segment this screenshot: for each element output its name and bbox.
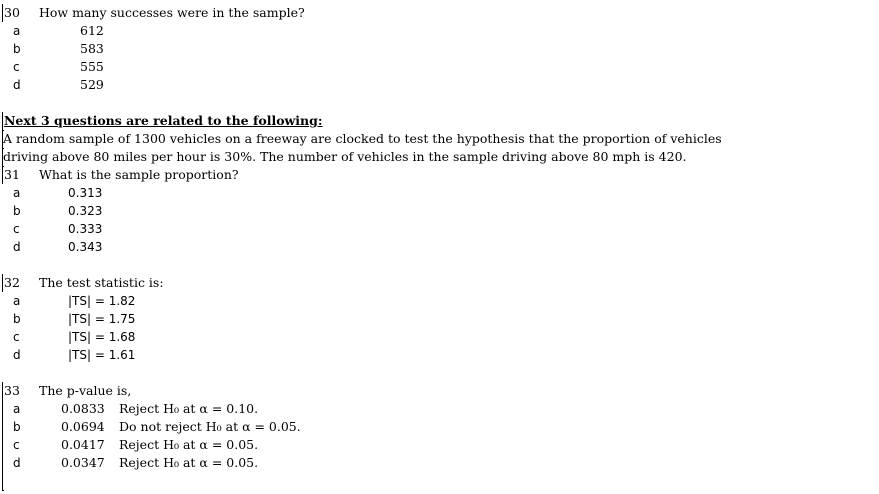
question-text: The p-value is, (39, 383, 132, 398)
option-text: Do not reject H₀ at α = 0.05. (119, 419, 301, 434)
intro-paragraph-line-1: A random sample of 1300 vehicles on a freeway are clocked to test the hypothesis that the proportion of vehicles (3, 131, 722, 146)
option-text: 529 (80, 77, 104, 92)
intro-paragraph-line-2: driving above 80 miles per hour is 30%. The number of vehicles in the sample driving above 80 mph is 420. (3, 149, 687, 164)
option-text: Reject H₀ at α = 0.05. (119, 437, 259, 452)
option-letter: d (13, 78, 21, 92)
question-text: What is the sample proportion? (39, 167, 239, 182)
option-letter: d (13, 456, 21, 470)
option-text: |TS| = 1.75 (68, 312, 136, 326)
p-value: 0.0417 (61, 437, 105, 452)
p-value: 0.0694 (61, 419, 105, 434)
p-value: 0.0833 (61, 401, 105, 416)
option-letter: b (13, 312, 21, 326)
section-heading: Next 3 questions are related to the following: (4, 113, 323, 128)
question-number: 32 (4, 275, 20, 290)
option-letter: c (13, 330, 20, 344)
option-letter: b (13, 204, 21, 218)
left-border-q32 (2, 274, 3, 292)
option-letter: a (13, 186, 21, 200)
option-text: 612 (80, 23, 104, 38)
option-letter: b (13, 420, 21, 434)
left-border-q30 (2, 4, 3, 22)
option-text: |TS| = 1.61 (68, 348, 136, 362)
p-value: 0.0347 (61, 455, 105, 470)
option-text: |TS| = 1.68 (68, 330, 136, 344)
option-letter: d (13, 348, 21, 362)
option-letter: a (13, 294, 21, 308)
question-text: The test statistic is: (39, 275, 164, 290)
option-text: 0.313 (68, 186, 103, 200)
option-letter: a (13, 24, 21, 38)
question-text: How many successes were in the sample? (39, 5, 305, 20)
bottom-divider (2, 490, 4, 491)
option-letter: b (13, 42, 21, 56)
option-text: 0.323 (68, 204, 103, 218)
option-letter: d (13, 240, 21, 254)
option-letter: c (13, 438, 20, 452)
option-text: Reject H₀ at α = 0.10. (119, 401, 259, 416)
left-border-q33 (2, 382, 3, 490)
option-letter: c (13, 222, 20, 236)
option-text: 0.343 (68, 240, 103, 254)
option-letter: a (13, 402, 21, 416)
question-number: 31 (4, 167, 20, 182)
option-text: |TS| = 1.82 (68, 294, 136, 308)
option-text: 583 (80, 41, 104, 56)
option-text: 0.333 (68, 222, 103, 236)
question-number: 30 (4, 5, 20, 20)
option-text: Reject H₀ at α = 0.05. (119, 455, 259, 470)
option-letter: c (13, 60, 20, 74)
question-number: 33 (4, 383, 20, 398)
option-text: 555 (80, 59, 104, 74)
